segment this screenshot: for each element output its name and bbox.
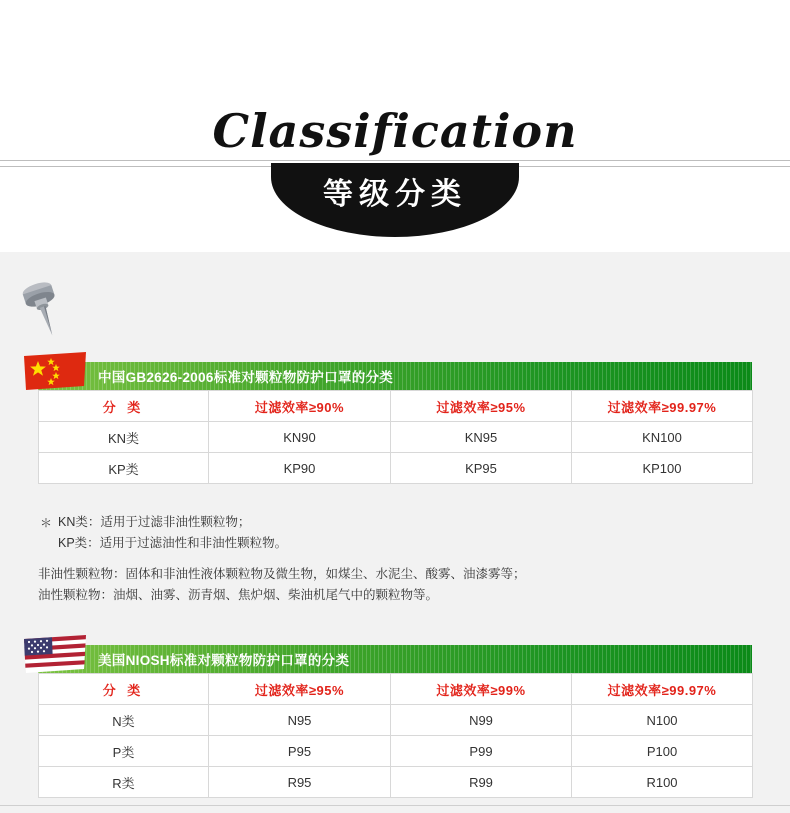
usa-flag-icon xyxy=(22,633,88,675)
section-badge: 等级分类 xyxy=(271,163,519,237)
column-header-eff-2: 过滤效率≥95% xyxy=(391,391,572,422)
note-line-1: KN类：适用于过滤非油性颗粒物； xyxy=(58,515,251,529)
divider-line-top xyxy=(0,160,790,161)
cell-value: KP95 xyxy=(391,453,572,484)
notes-section xyxy=(38,512,752,606)
block-title-bar xyxy=(38,645,752,673)
cell-value: KP90 xyxy=(209,453,391,484)
cell-value: N99 xyxy=(391,705,572,736)
table-row xyxy=(39,736,753,767)
column-header-eff-1: 过滤效率≥95% xyxy=(209,674,391,705)
block-title-text: 中国GB2626-2006标准对颗粒物防护口罩的分类 xyxy=(98,370,394,385)
footer-divider xyxy=(0,805,790,806)
page-title-script: Classification xyxy=(212,104,578,158)
cell-value: KN90 xyxy=(209,422,391,453)
cell-value: P99 xyxy=(391,736,572,767)
cell-category: KN类 xyxy=(39,422,209,453)
pushpin-icon xyxy=(14,279,70,341)
column-header-eff-2: 过滤效率≥99% xyxy=(391,674,572,705)
table-row xyxy=(39,422,753,453)
column-header-category: 分 类 xyxy=(39,391,209,422)
table-row xyxy=(39,453,753,484)
cell-value: KN95 xyxy=(391,422,572,453)
china-flag-icon xyxy=(22,350,88,392)
block-title-text: 美国NIOSH标准对颗粒物防护口罩的分类 xyxy=(98,653,350,668)
column-header-eff-3: 过滤效率≥99.97% xyxy=(572,391,753,422)
cell-value: KN100 xyxy=(572,422,753,453)
classification-block-niosh xyxy=(38,645,752,798)
cell-value: R95 xyxy=(209,767,391,798)
note-line-2: KP类：适用于过滤油性和非油性颗粒物。 xyxy=(58,536,288,550)
cell-value: N95 xyxy=(209,705,391,736)
column-header-category: 分 类 xyxy=(39,674,209,705)
block-title-bar xyxy=(38,362,752,390)
note-line-4: 油性颗粒物：油烟、油雾、沥青烟、焦炉烟、柴油机尾气中的颗粒物等。 xyxy=(38,588,439,602)
cell-category: KP类 xyxy=(39,453,209,484)
column-header-eff-3: 过滤效率≥99.97% xyxy=(572,674,753,705)
table-header-row xyxy=(39,391,753,422)
classification-block-china xyxy=(38,362,752,484)
cell-value: P95 xyxy=(209,736,391,767)
cell-category: R类 xyxy=(39,767,209,798)
cell-value: P100 xyxy=(572,736,753,767)
table-header-row xyxy=(39,674,753,705)
table-row xyxy=(39,705,753,736)
cell-category: N类 xyxy=(39,705,209,736)
column-header-eff-1: 过滤效率≥90% xyxy=(209,391,391,422)
cell-value: R100 xyxy=(572,767,753,798)
note-spacer xyxy=(38,554,752,564)
cell-category: P类 xyxy=(39,736,209,767)
page-header xyxy=(0,0,790,252)
cell-value: KP100 xyxy=(572,453,753,484)
classification-table-niosh xyxy=(38,673,753,798)
classification-table-china xyxy=(38,390,753,484)
cell-value: N100 xyxy=(572,705,753,736)
note-line-3: 非油性颗粒物：固体和非油性液体颗粒物及微生物，如煤尘、水泥尘、酸雾、油漆雾等； xyxy=(38,567,526,581)
table-row xyxy=(39,767,753,798)
note-star-marker: ＊ xyxy=(40,516,53,530)
cell-value: R99 xyxy=(391,767,572,798)
